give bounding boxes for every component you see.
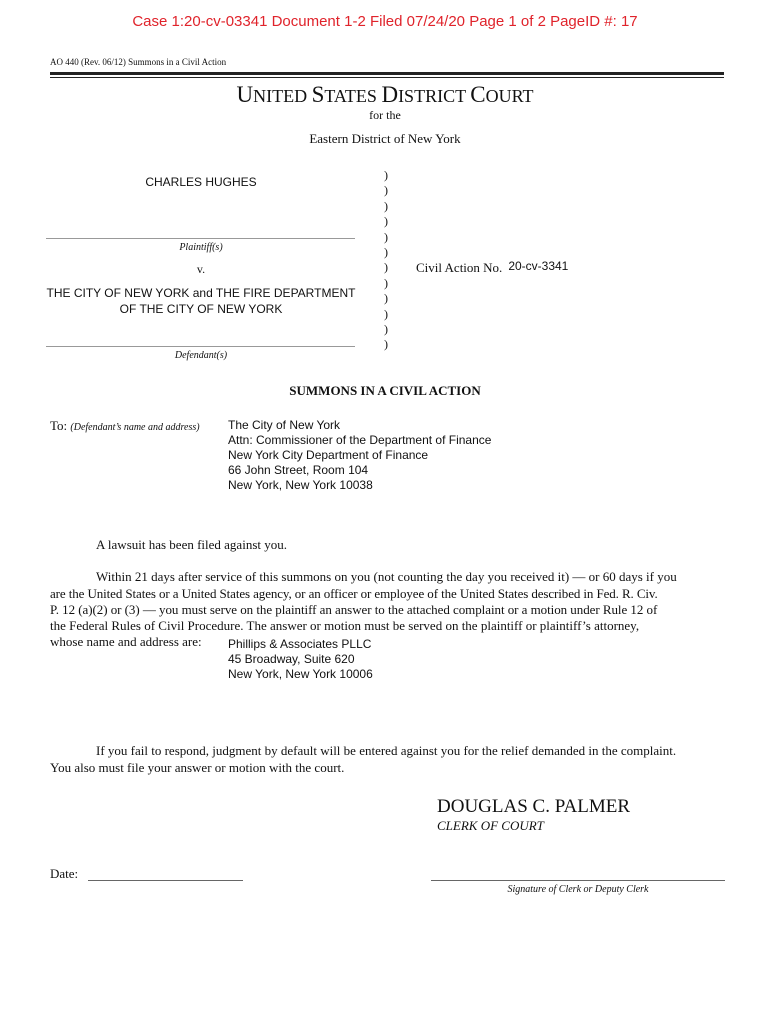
form-number: AO 440 (Rev. 06/12) Summons in a Civil Action (50, 57, 227, 67)
response-deadline-line: are the United States or a United States agency, or an officer or employee of the United States described in Fed. R. Civ. (50, 586, 658, 601)
defendant-label: Defendant(s) (174, 350, 228, 361)
for-the-label: for the (369, 108, 401, 122)
defendant-address-line: The City of New York (228, 418, 341, 432)
plaintiff-line (46, 238, 355, 239)
response-deadline-line: whose name and address are: (50, 634, 202, 649)
attorney-address-line: New York, New York 10006 (228, 667, 373, 681)
clerk-name: DOUGLAS C. PALMER (437, 796, 631, 817)
signature-line (431, 880, 725, 881)
date-label: Date: (50, 866, 79, 881)
response-deadline-line: the Federal Rules of Civil Procedure. The answer or motion must be served on the plaintiff or plaintiff’s attorney, (50, 618, 640, 633)
defendant-address-line: 66 John Street, Room 104 (228, 463, 369, 477)
court-title: UNITED STATES DISTRICT COURT (236, 82, 534, 107)
caption-parentheses: ) ) ) ) ) ) ) ) ) ) ) ) (384, 168, 388, 352)
defendant-address-line: New York, New York 10038 (228, 478, 373, 492)
plaintiff-name: CHARLES HUGHES (145, 175, 257, 189)
attorney-address-line: 45 Broadway, Suite 620 (228, 652, 355, 666)
default-judgment-line: If you fail to respond, judgment by default will be entered against you for the relief demanded in the complaint. (96, 743, 677, 758)
defendant-address-line: Attn: Commissioner of the Department of Finance (228, 433, 492, 447)
clerk-title: CLERK OF COURT (437, 818, 544, 833)
defendant-line (46, 346, 355, 347)
summons-title: SUMMONS IN A CIVIL ACTION (289, 383, 481, 398)
to-label: To: (Defendant’s name and address) (50, 418, 200, 433)
date-field-line (88, 880, 243, 881)
signature-label: Signature of Clerk or Deputy Clerk (507, 884, 649, 895)
attorney-address-line: Phillips & Associates PLLC (228, 637, 372, 651)
defendant-name: THE CITY OF NEW YORK and THE FIRE DEPARTMENT OF THE CITY OF NEW YORK (46, 286, 356, 316)
lawsuit-notice: A lawsuit has been filed against you. (96, 537, 287, 552)
response-deadline-line: Within 21 days after service of this summons on you (not counting the day you received it) — or 60 days if you (96, 569, 677, 584)
district-name: Eastern District of New York (309, 131, 461, 146)
versus-label: v. (196, 262, 206, 276)
defendant-address-line: New York City Department of Finance (228, 448, 429, 462)
civil-action-number: Civil Action No. 20-cv-3341 (416, 259, 569, 275)
default-judgment-line: You also must file your answer or motion with the court. (50, 760, 345, 775)
header-rule-thin (50, 77, 724, 78)
header-rule-thick (50, 72, 724, 75)
case-stamp: Case 1:20-cv-03341 Document 1-2 Filed 07/24/20 Page 1 of 2 PageID #: 17 (132, 13, 638, 30)
response-deadline-line: P. 12 (a)(2) or (3) — you must serve on the plaintiff an answer to the attached complaint or a motion under Rule 12 of (50, 602, 658, 617)
plaintiff-label: Plaintiff(s) (179, 242, 223, 253)
